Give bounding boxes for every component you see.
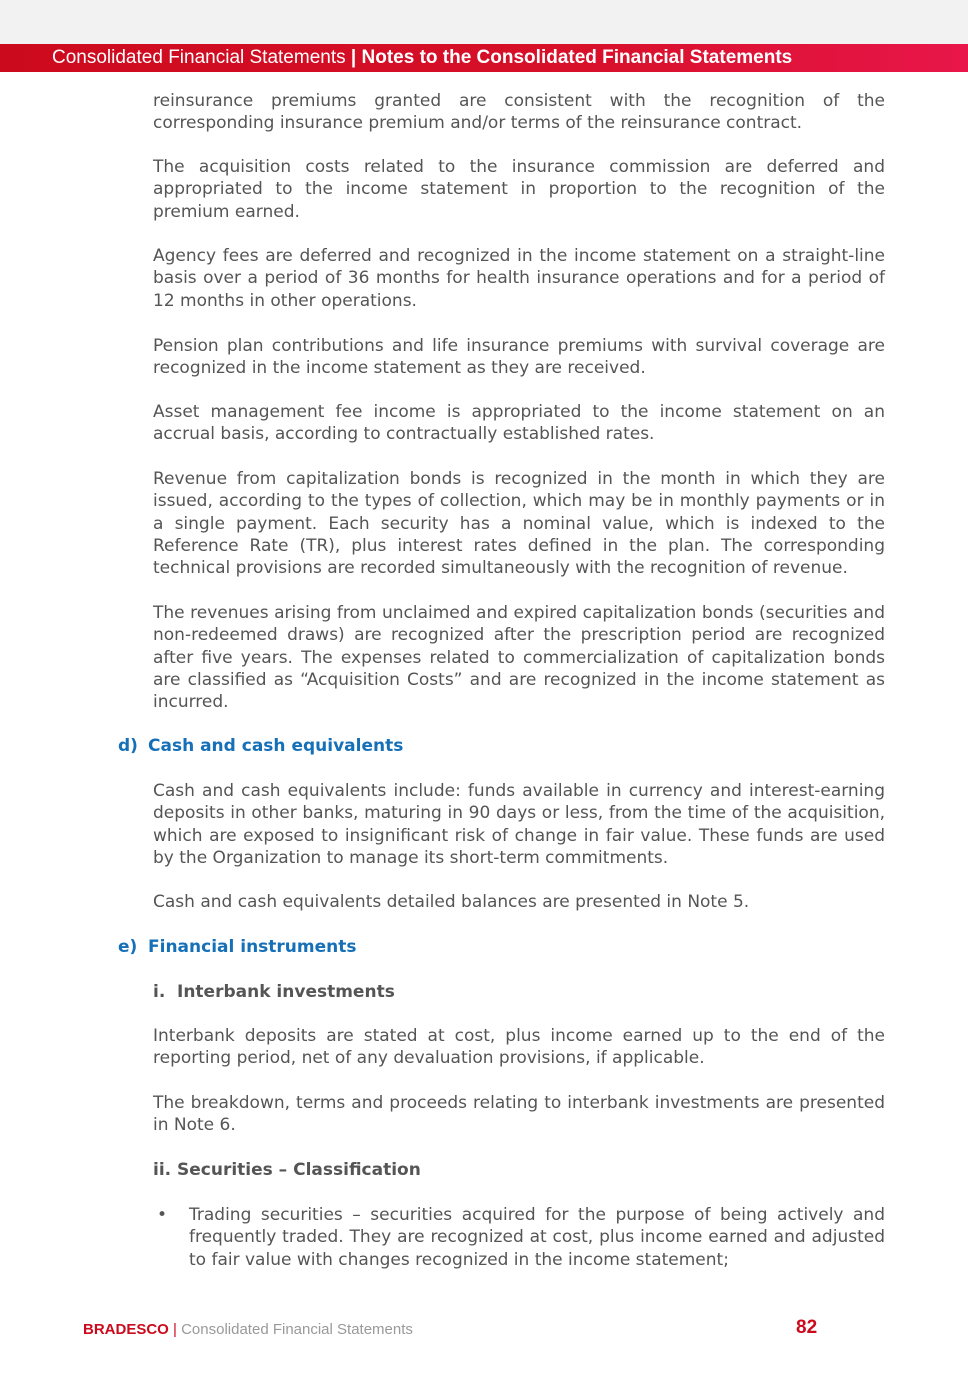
subsection-ii-title: Securities – Classification	[177, 1160, 421, 1180]
page-header	[0, 44, 968, 72]
paragraph-interbank-deposits: Interbank deposits are stated at cost, plus income earned up to the end of the reporting period, net of any devaluation provisions, if applicable.	[153, 1026, 885, 1069]
subsection-ii-heading	[153, 1159, 421, 1181]
header-subsection: Notes to the Consolidated Financial Statements	[361, 47, 793, 68]
footer-document-title: Consolidated Financial Statements	[181, 1321, 413, 1338]
subsection-i-title: Interbank investments	[177, 982, 395, 1002]
subsection-ii-number: ii.	[153, 1160, 172, 1180]
bullet-icon: •	[157, 1205, 168, 1225]
section-d-letter: d)	[118, 736, 138, 756]
footer-separator: |	[173, 1321, 177, 1338]
section-e-title: Financial instruments	[148, 937, 357, 957]
header-separator: |	[350, 47, 357, 68]
paragraph-cash-note: Cash and cash equivalents detailed balances are presented in Note 5.	[153, 892, 750, 912]
paragraph-pension-plan: Pension plan contributions and life insurance premiums with survival coverage are recognized in the income statement as they are received.	[153, 336, 885, 379]
footer-brand: BRADESCO	[83, 1321, 169, 1338]
paragraph-cash-equivalents: Cash and cash equivalents include: funds available in currency and interest-earning deposits in other banks, maturing in 90 days or less, from the time of the acquisition, which are exposed to insignificant risk of change in fair value. These funds are used by the Organization to manage its short-term commitments.	[153, 781, 885, 868]
subsection-i-number: i.	[153, 982, 166, 1002]
paragraph-reinsurance: reinsurance premiums granted are consistent with the recognition of the corresponding insurance premium and/or terms of the reinsurance contract.	[153, 91, 885, 134]
section-d-title: Cash and cash equivalents	[148, 736, 404, 756]
paragraph-agency-fees: Agency fees are deferred and recognized in the income statement on a straight-line basis over a period of 36 months for health insurance operations and for a period of 12 months in other operations.	[153, 246, 885, 311]
paragraph-asset-management: Asset management fee income is appropriated to the income statement on an accrual basis, according to contractually established rates.	[153, 402, 885, 445]
subsection-i-heading	[153, 981, 395, 1003]
header-section: Consolidated Financial Statements	[52, 47, 346, 68]
paragraph-capitalization-revenue: Revenue from capitalization bonds is recognized in the month in which they are issued, according to the types of collection, which may be in monthly payments or in a single payment. Each security has a nominal value, which is indexed to the Reference Rate (TR), plus interest rates defined in the plan. The corresponding technical provisions are recorded simultaneously with the recognition of revenue.	[153, 469, 885, 579]
paragraph-interbank-note: The breakdown, terms and proceeds relating to interbank investments are presented in Note 6.	[153, 1093, 885, 1136]
footer	[83, 1320, 413, 1340]
page-number: 82	[796, 1317, 818, 1338]
list-item-trading-securities: Trading securities – securities acquired for the purpose of being actively and frequently traded. They are recognized at cost, plus income earned and adjusted to fair value with changes recognized in the income statement;	[189, 1205, 885, 1270]
section-e-heading	[118, 936, 357, 958]
paragraph-acquisition-costs: The acquisition costs related to the insurance commission are deferred and appropriated to the income statement in proportion to the recognition of the premium earned.	[153, 157, 885, 222]
paragraph-unclaimed-bonds: The revenues arising from unclaimed and expired capitalization bonds (securities and non-redeemed draws) are recognized after the prescription period are recognized after five years. The expenses related to commercialization of capitalization bonds are classified as “Acquisition Costs” and are recognized in the income statement as incurred.	[153, 603, 885, 713]
section-d-heading	[118, 735, 403, 757]
top-margin	[0, 0, 968, 44]
section-e-letter: e)	[118, 937, 138, 957]
